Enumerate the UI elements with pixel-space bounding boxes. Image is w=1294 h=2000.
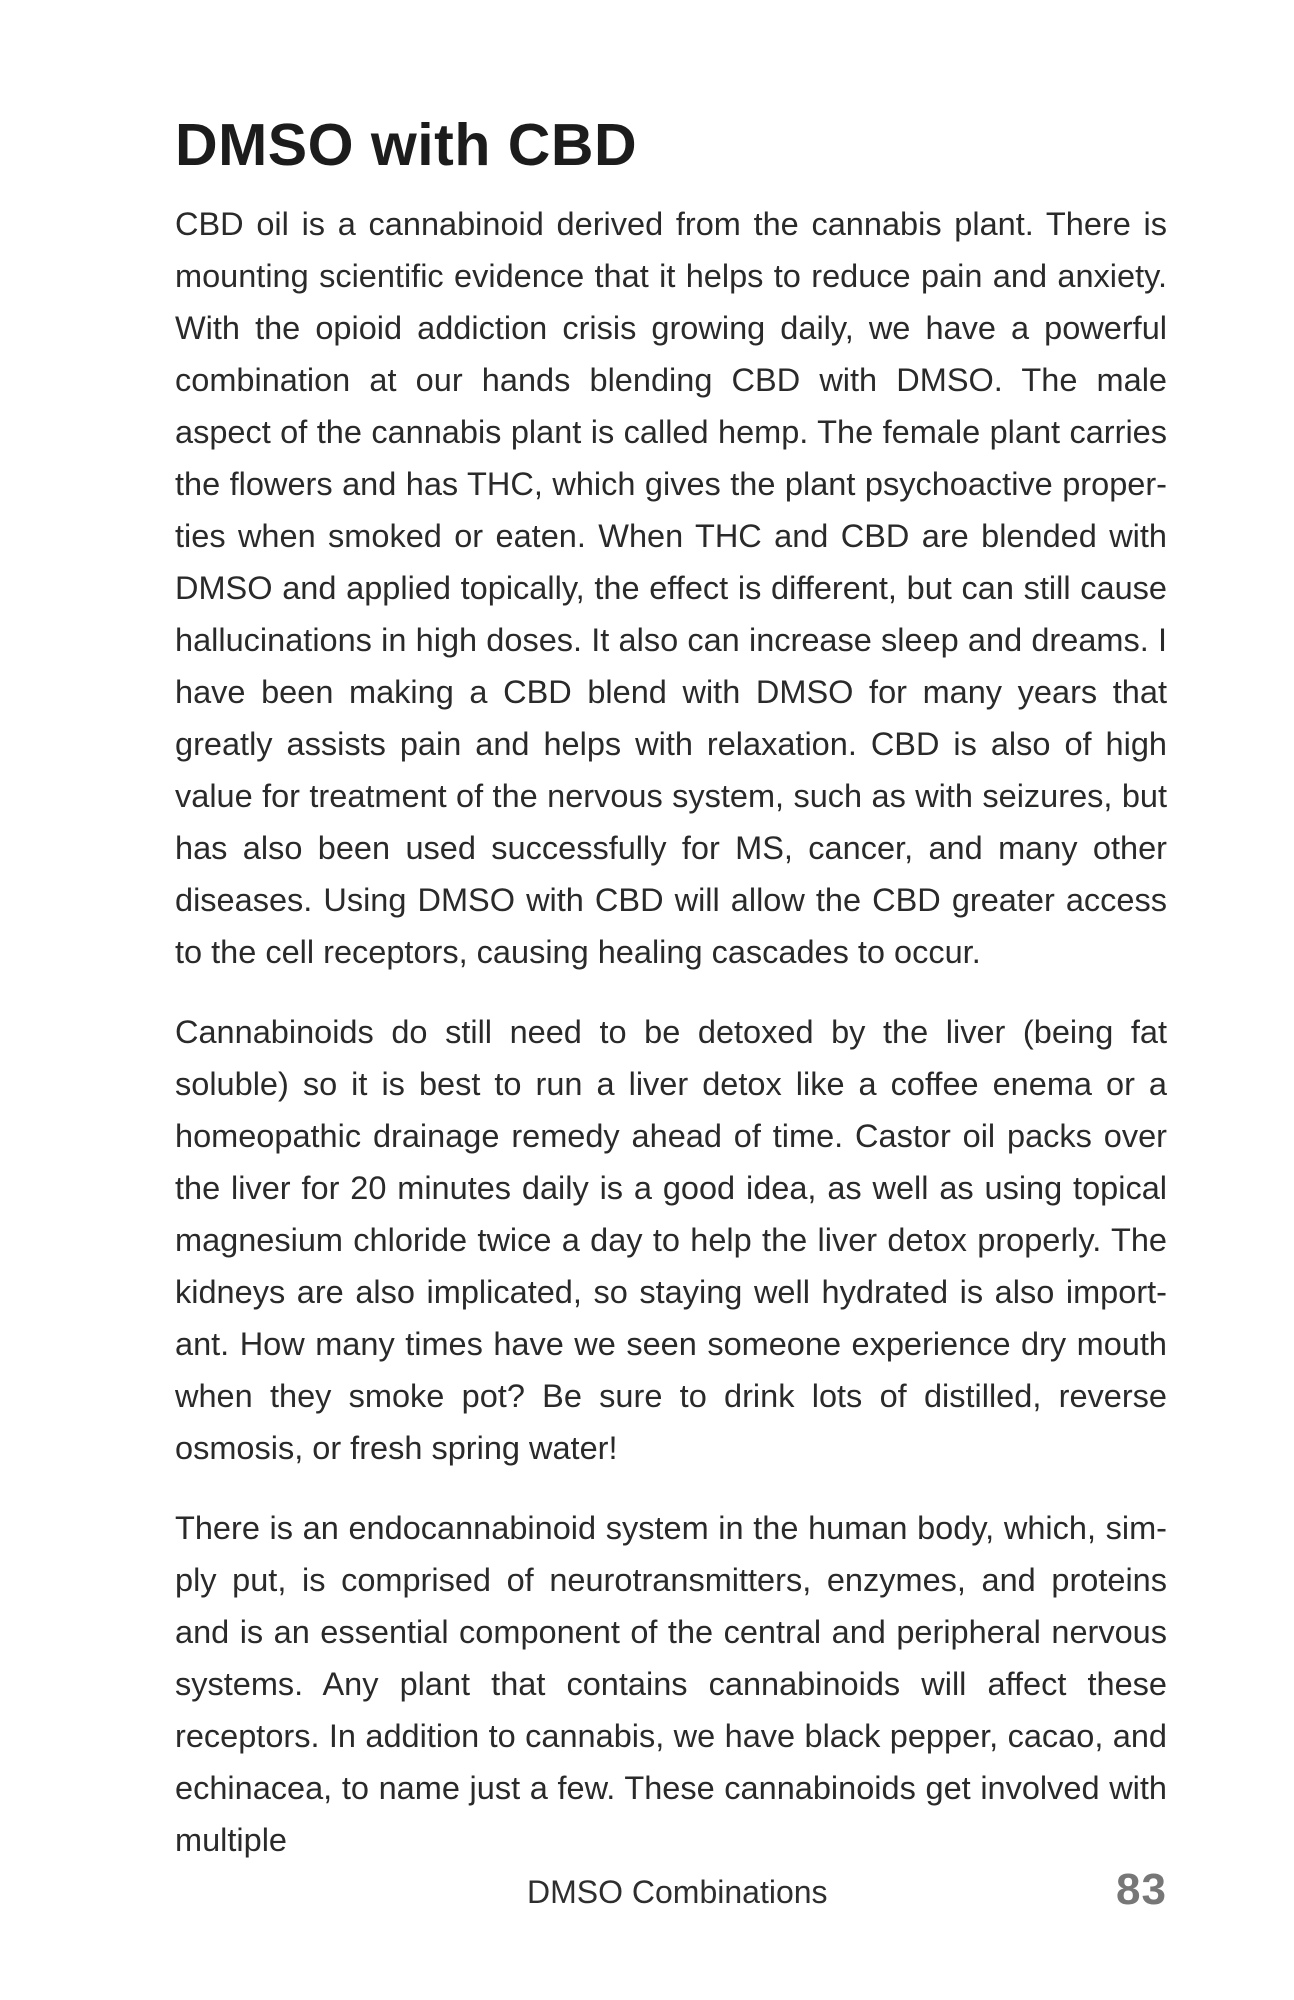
paragraph: Cannabinoids do still need to be detoxed by the liver (being fat soluble) so it is best to run a liver detox like a coffee enema or a homeopathic drainage remedy ahead of time. Castor oil packs over the liver for 20 minutes daily is a good idea, as well as using topical magnesium chloride twice a day to help the liver detox properly. The kidneys are also implicated, so staying well hydrated is also important. How many times have we seen someone experience dry mouth when they smoke pot? Be sure to drink lots of distilled, reverse osmosis, or fresh spring water! — [175, 1014, 1167, 1466]
page-number: 83 — [1116, 1865, 1167, 1914]
paragraph: CBD oil is a cannabinoid derived from the cannabis plant. There is mounting scientific evidence that it helps to reduce pain and anxiety. With the opioid addiction crisis growing daily, we have a powerful combination at our hands blending CBD with DMSO. The male aspect of the cannabis plant is called hemp. The female plant carries the flowers and has THC, which gives the plant psychoactive properties when smoked or eaten. When THC and CBD are blended with DMSO and applied topically, the effect is different, but can still cause hallucinations in high doses. It also can increase sleep and dreams. I have been making a CBD blend with DMSO for many years that greatly assists pain and helps with relaxation. CBD is also of high value for treatment of the nervous system, such as with seizures, but has also been used successfully for MS, cancer, and many other diseases. Using DMSO with CBD will allow the CBD greater access to the cell receptors, causing healing cascades to occur. — [175, 206, 1167, 970]
paragraph: There is an endocannabinoid system in the human body, which, simply put, is comprised of neurotransmitters, enzymes, and proteins and is an essential component of the central and peripheral nervous systems. Any plant that contains cannabinoids will affect these receptors. In addition to cannabis, we have black pepper, cacao, and echinacea, to name just a few. These cannabinoids get involved with multiple — [175, 1510, 1167, 1858]
running-footer-title: DMSO Combinations — [527, 1874, 828, 1910]
section-heading: DMSO with CBD — [175, 112, 638, 178]
body-text — [175, 198, 1167, 1894]
